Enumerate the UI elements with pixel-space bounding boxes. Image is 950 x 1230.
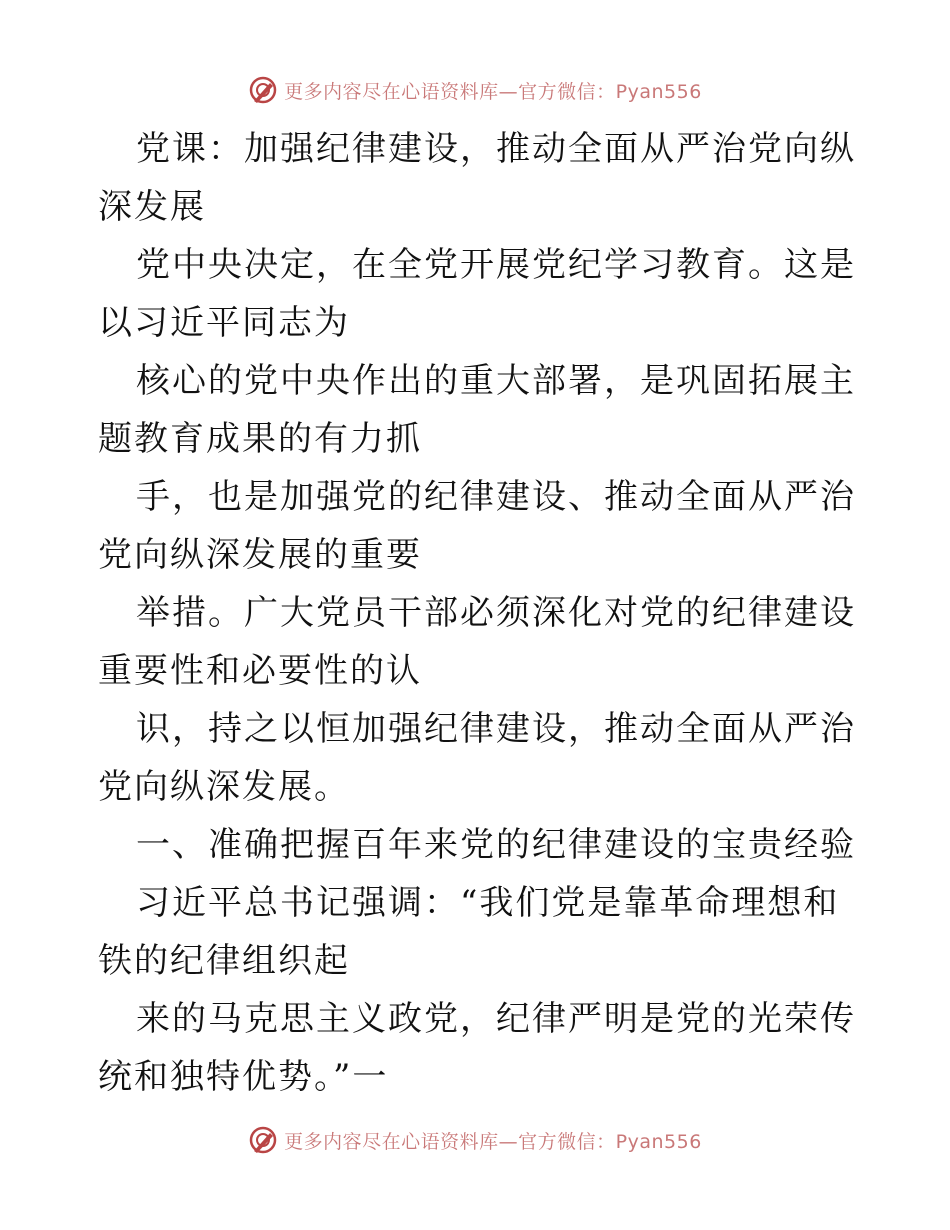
watermark-text: 更多内容尽在心语资料库—官方微信：Pyan556 bbox=[284, 1130, 702, 1153]
footer-watermark bbox=[0, 1122, 950, 1158]
header-watermark bbox=[0, 72, 950, 108]
document-body bbox=[98, 120, 858, 1106]
watermark-text: 更多内容尽在心语资料库—官方微信：Pyan556 bbox=[284, 80, 702, 103]
paragraph-line: 来的马克思主义政党，纪律严明是党的光荣传统和独特优势。”一 bbox=[98, 999, 856, 1097]
paragraph-line: 手，也是加强党的纪律建设、推动全面从严治党向纵深发展的重要 bbox=[98, 477, 856, 575]
section-heading: 一、准确把握百年来党的纪律建设的宝贵经验 bbox=[136, 825, 856, 865]
document-title: 党课：加强纪律建设，推动全面从严治党向纵深发展 bbox=[98, 129, 856, 227]
paragraph-line: 识，持之以恒加强纪律建设，推动全面从严治党向纵深发展。 bbox=[98, 709, 856, 807]
paragraph-line: 举措。广大党员干部必须深化对党的纪律建设重要性和必要性的认 bbox=[98, 593, 856, 691]
pen-circle-logo-icon bbox=[248, 75, 278, 105]
paragraph-line: 核心的党中央作出的重大部署，是巩固拓展主题教育成果的有力抓 bbox=[98, 361, 856, 459]
paragraph-line: 党中央决定，在全党开展党纪学习教育。这是以习近平同志为 bbox=[98, 245, 856, 343]
paragraph-line: 习近平总书记强调：“我们党是靠革命理想和铁的纪律组织起 bbox=[98, 883, 840, 981]
pen-circle-logo-icon bbox=[248, 1125, 278, 1155]
